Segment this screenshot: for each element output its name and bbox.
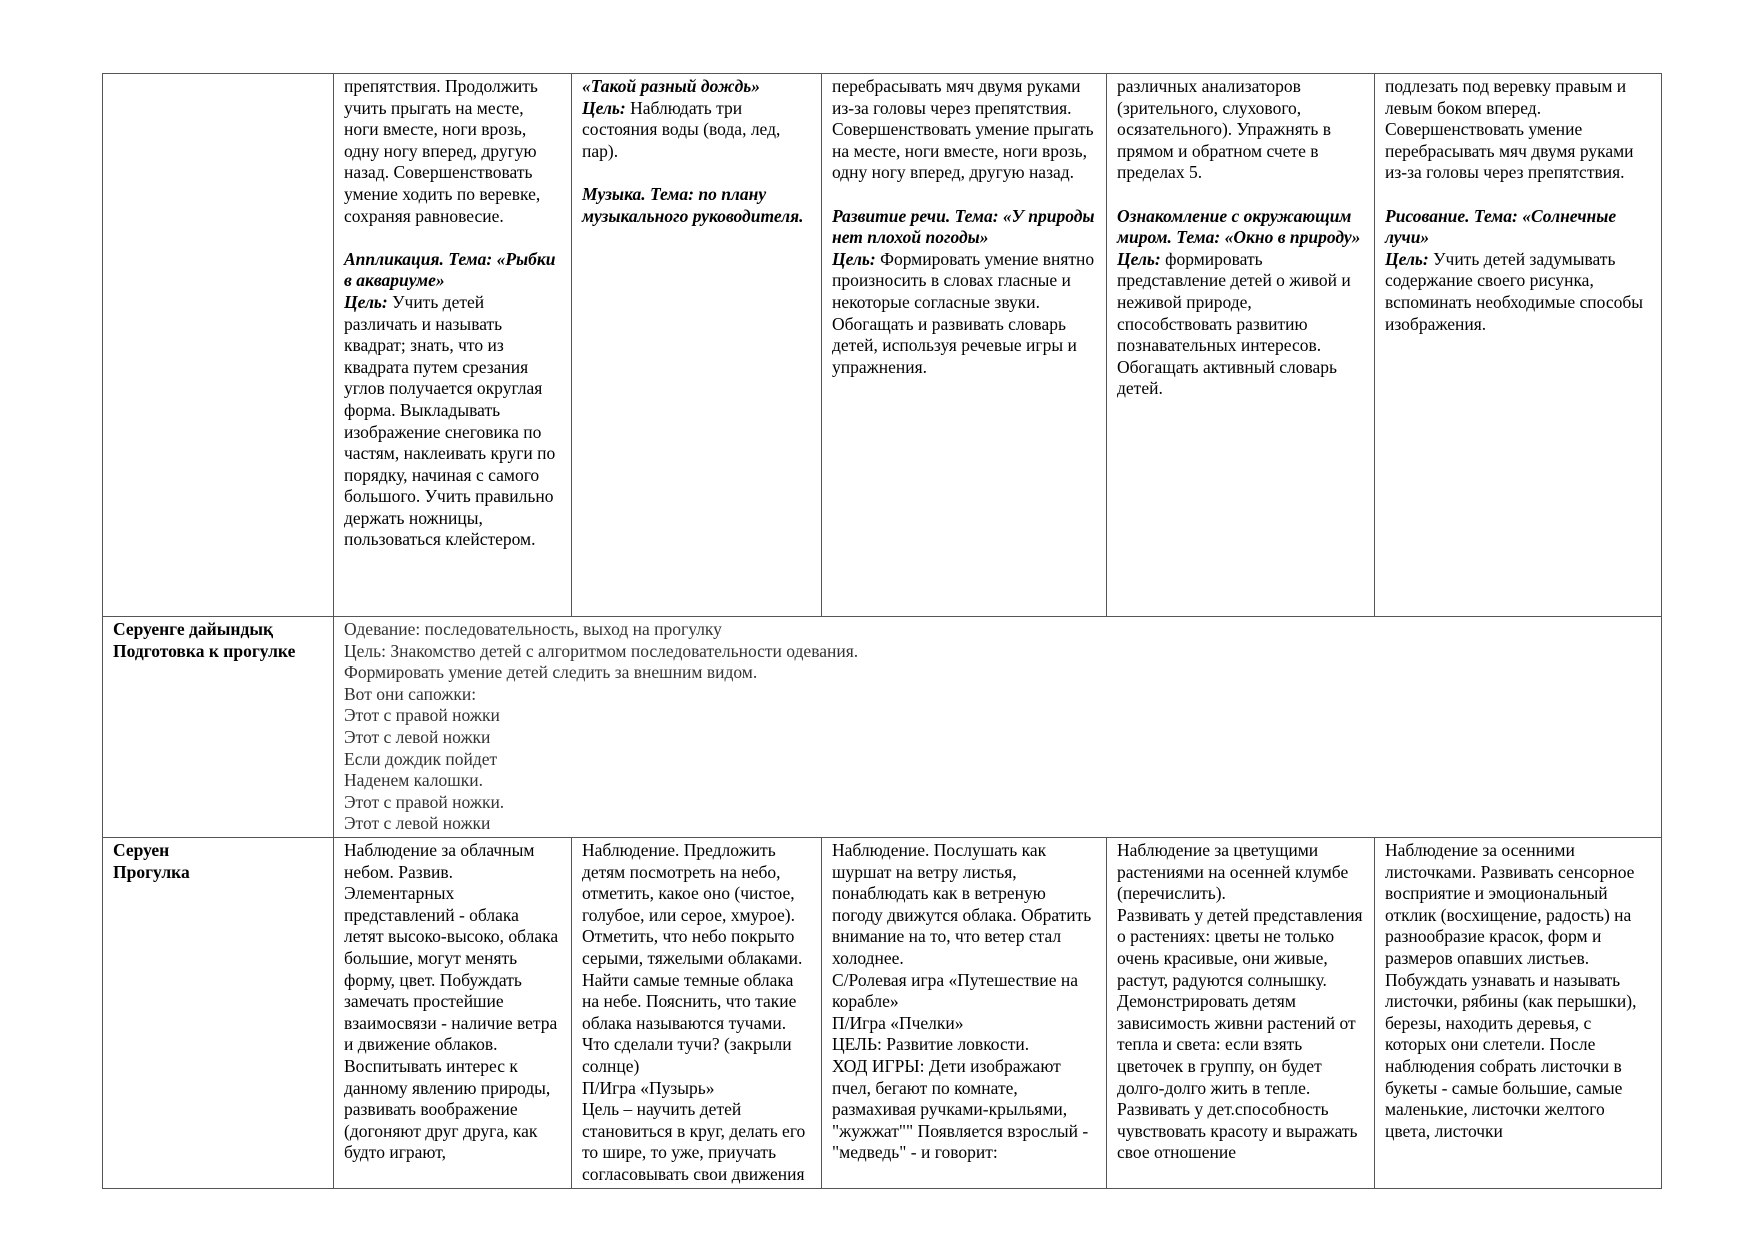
activity-heading: Рисование. Тема: «Солнечные лучи» [1385,205,1617,248]
cell-text: Одевание: последовательность, выход на прогулку Цель: Знакомство детей с алгоритмом последовательности одевания. Формировать умение детей следить за внешним видом. Вот они сапожки: Этот с правой ножки Этот с левой ножки Если дождик пойдет Наденем калошки. Этот с правой ножки. Этот с левой ножки [344,619,859,834]
cell-monday [334,74,572,617]
section-label: Серуенге дайындық Подготовка к прогулке [113,619,296,661]
cell-thursday [1107,74,1375,617]
cell-text: Наблюдение за цветущими растениями на осенней клумбе (перечислить). Развивать у детей представления о растениях: цветы не только очень красивые, они живые, растут, радуются солнышку. Демонстрировать детям зависимость живни растений от тепла и света: если взять цветочек в группу, он будет долго-долго жить в тепле. Развивать у дет.способность чувствовать красоту и выражать свое отношение [1117,840,1363,1163]
goal-text: Наблюдать три состояния воды (вода, лед, пар). [582,97,781,161]
goal-text: Формировать умение внятно произносить в словах гласные и некоторые согласные звуки. Обогащать и развивать словарь детей, используя речевые игры и упражнения. [832,248,1095,377]
cell-walk-wednesday [822,838,1107,1189]
goal-label: Цель: [832,248,876,269]
goal-label: Цель: [1117,248,1161,269]
section-label: Серуен Прогулка [113,840,190,882]
cell-walk-monday [334,838,572,1189]
cell-walk-thursday [1107,838,1375,1189]
cell-walk-tuesday [572,838,822,1189]
goal-label: Цель: [344,291,388,312]
cell-text: подлезать под веревку правым и левым боком вперед. Совершенствовать умение перебрасывать мяч двумя руками из-за головы через препятствия. [1385,76,1634,183]
activity-heading: Развитие речи. Тема: «У природы нет плохой погоды» [832,205,1095,248]
table-row-walk-preparation [103,617,1662,838]
cell-text: различных анализаторов (зрительного, слухового, осязательного). Упражнять в прямом и обратном счете в пределах 5. [1117,76,1332,183]
cell-friday [1375,74,1662,617]
cell-text: Наблюдение за облачным небом. Развив. Элементарных представлений - облака летят высоко-высоко, облака большие, могут менять форму, цвет. Побуждать замечать простейшие взаимосвязи - наличие ветра и движение облаков. Воспитывать интерес к данному явлению природы, развивать воображение (догоняют друг друга, как будто играют, [344,840,559,1163]
cell-text: Наблюдение. Послушать как шуршат на ветру листья, понаблюдать как в ветреную погоду движутся облака. Обратить внимание на то, что ветер стал холоднее. С/Ролевая игра «Путешествие на корабле» П/Игра «Пчелки» ЦЕЛЬ: Развитие ловкости. ХОД ИГРЫ: Дети изображают пчел, бегают по комнате, размахивая ручками-крыльями, "жужжат"" Появляется взрослый - "медведь" - и говорит: [832,840,1092,1163]
goal-label: Цель: [582,97,626,118]
cell-walk-friday [1375,838,1662,1189]
cell-text: Наблюдение. Предложить детям посмотреть на небо, отметить, какое оно (чистое, голубое, или серое, хмурое). Отметить, что небо покрыто серыми, тяжелыми облаками. Найти самые темные облака на небе. Пояснить, что такие облака называются тучами. Что сделали тучи? (закрыли солнце) П/Игра «Пузырь» Цель – научить детей становиться в круг, делать его то шире, то уже, приучать согласовывать свои движения [582,840,806,1184]
cell-tuesday [572,74,822,617]
activity-heading: «Такой разный дождь» [582,76,760,96]
goal-label: Цель: [1385,248,1429,269]
goal-text: Учить детей различать и называть квадрат; знать, что из квадрата путем срезания углов получается округлая форма. Выкладывать изображение снеговика по частям, наклеивать круги по порядку, начиная с самого большого. Учить правильно держать ножницы, пользоваться клейстером. [344,291,556,550]
cell-text: перебрасывать мяч двумя руками из-за головы через препятствия. Совершенствовать умение прыгать на месте, ноги вместе, ноги врозь, одну ногу вперед, другую назад. [832,76,1094,183]
goal-text: формировать представление детей о живой и неживой природе, способствовать развитию познавательных интересов. Обогащать активный словарь детей. [1117,248,1351,399]
activity-heading: Музыка. Тема: по плану музыкального руководителя. [582,183,804,226]
cell-walk-preparation [334,617,1662,838]
table-row-classes [103,74,1662,617]
row-label-empty [103,74,334,617]
table-row-walk [103,838,1662,1189]
row-label [103,838,334,1189]
cell-text: Наблюдение за осенними листочками. Развивать сенсорное восприятие и эмоциональный отклик (восхищение, радость) на разнообразие красок, форм и размеров опавших листьев. Побуждать узнавать и называть листочки, рябины (как перышки), березы, находить деревья, с которых они слетели. После наблюдения собрать листочки в букеты - самые большие, самые маленькие, листочки желтого цвета, листочки [1385,840,1637,1141]
weekly-plan-table [102,73,1662,1189]
goal-text: Учить детей задумывать содержание своего рисунка, вспоминать необходимые способы изображения. [1385,248,1644,334]
activity-heading: Ознакомление с окружающим миром. Тема: «Окно в природу» [1117,205,1361,248]
row-label [103,617,334,838]
cell-text: препятствия. Продолжить учить прыгать на месте, ноги вместе, ноги врозь, одну ногу вперед, другую назад. Совершенствовать умение ходить по веревке, сохраняя равновесие. [344,76,541,226]
activity-heading: Аппликация. Тема: «Рыбки в аквариуме» [344,248,556,291]
cell-wednesday [822,74,1107,617]
